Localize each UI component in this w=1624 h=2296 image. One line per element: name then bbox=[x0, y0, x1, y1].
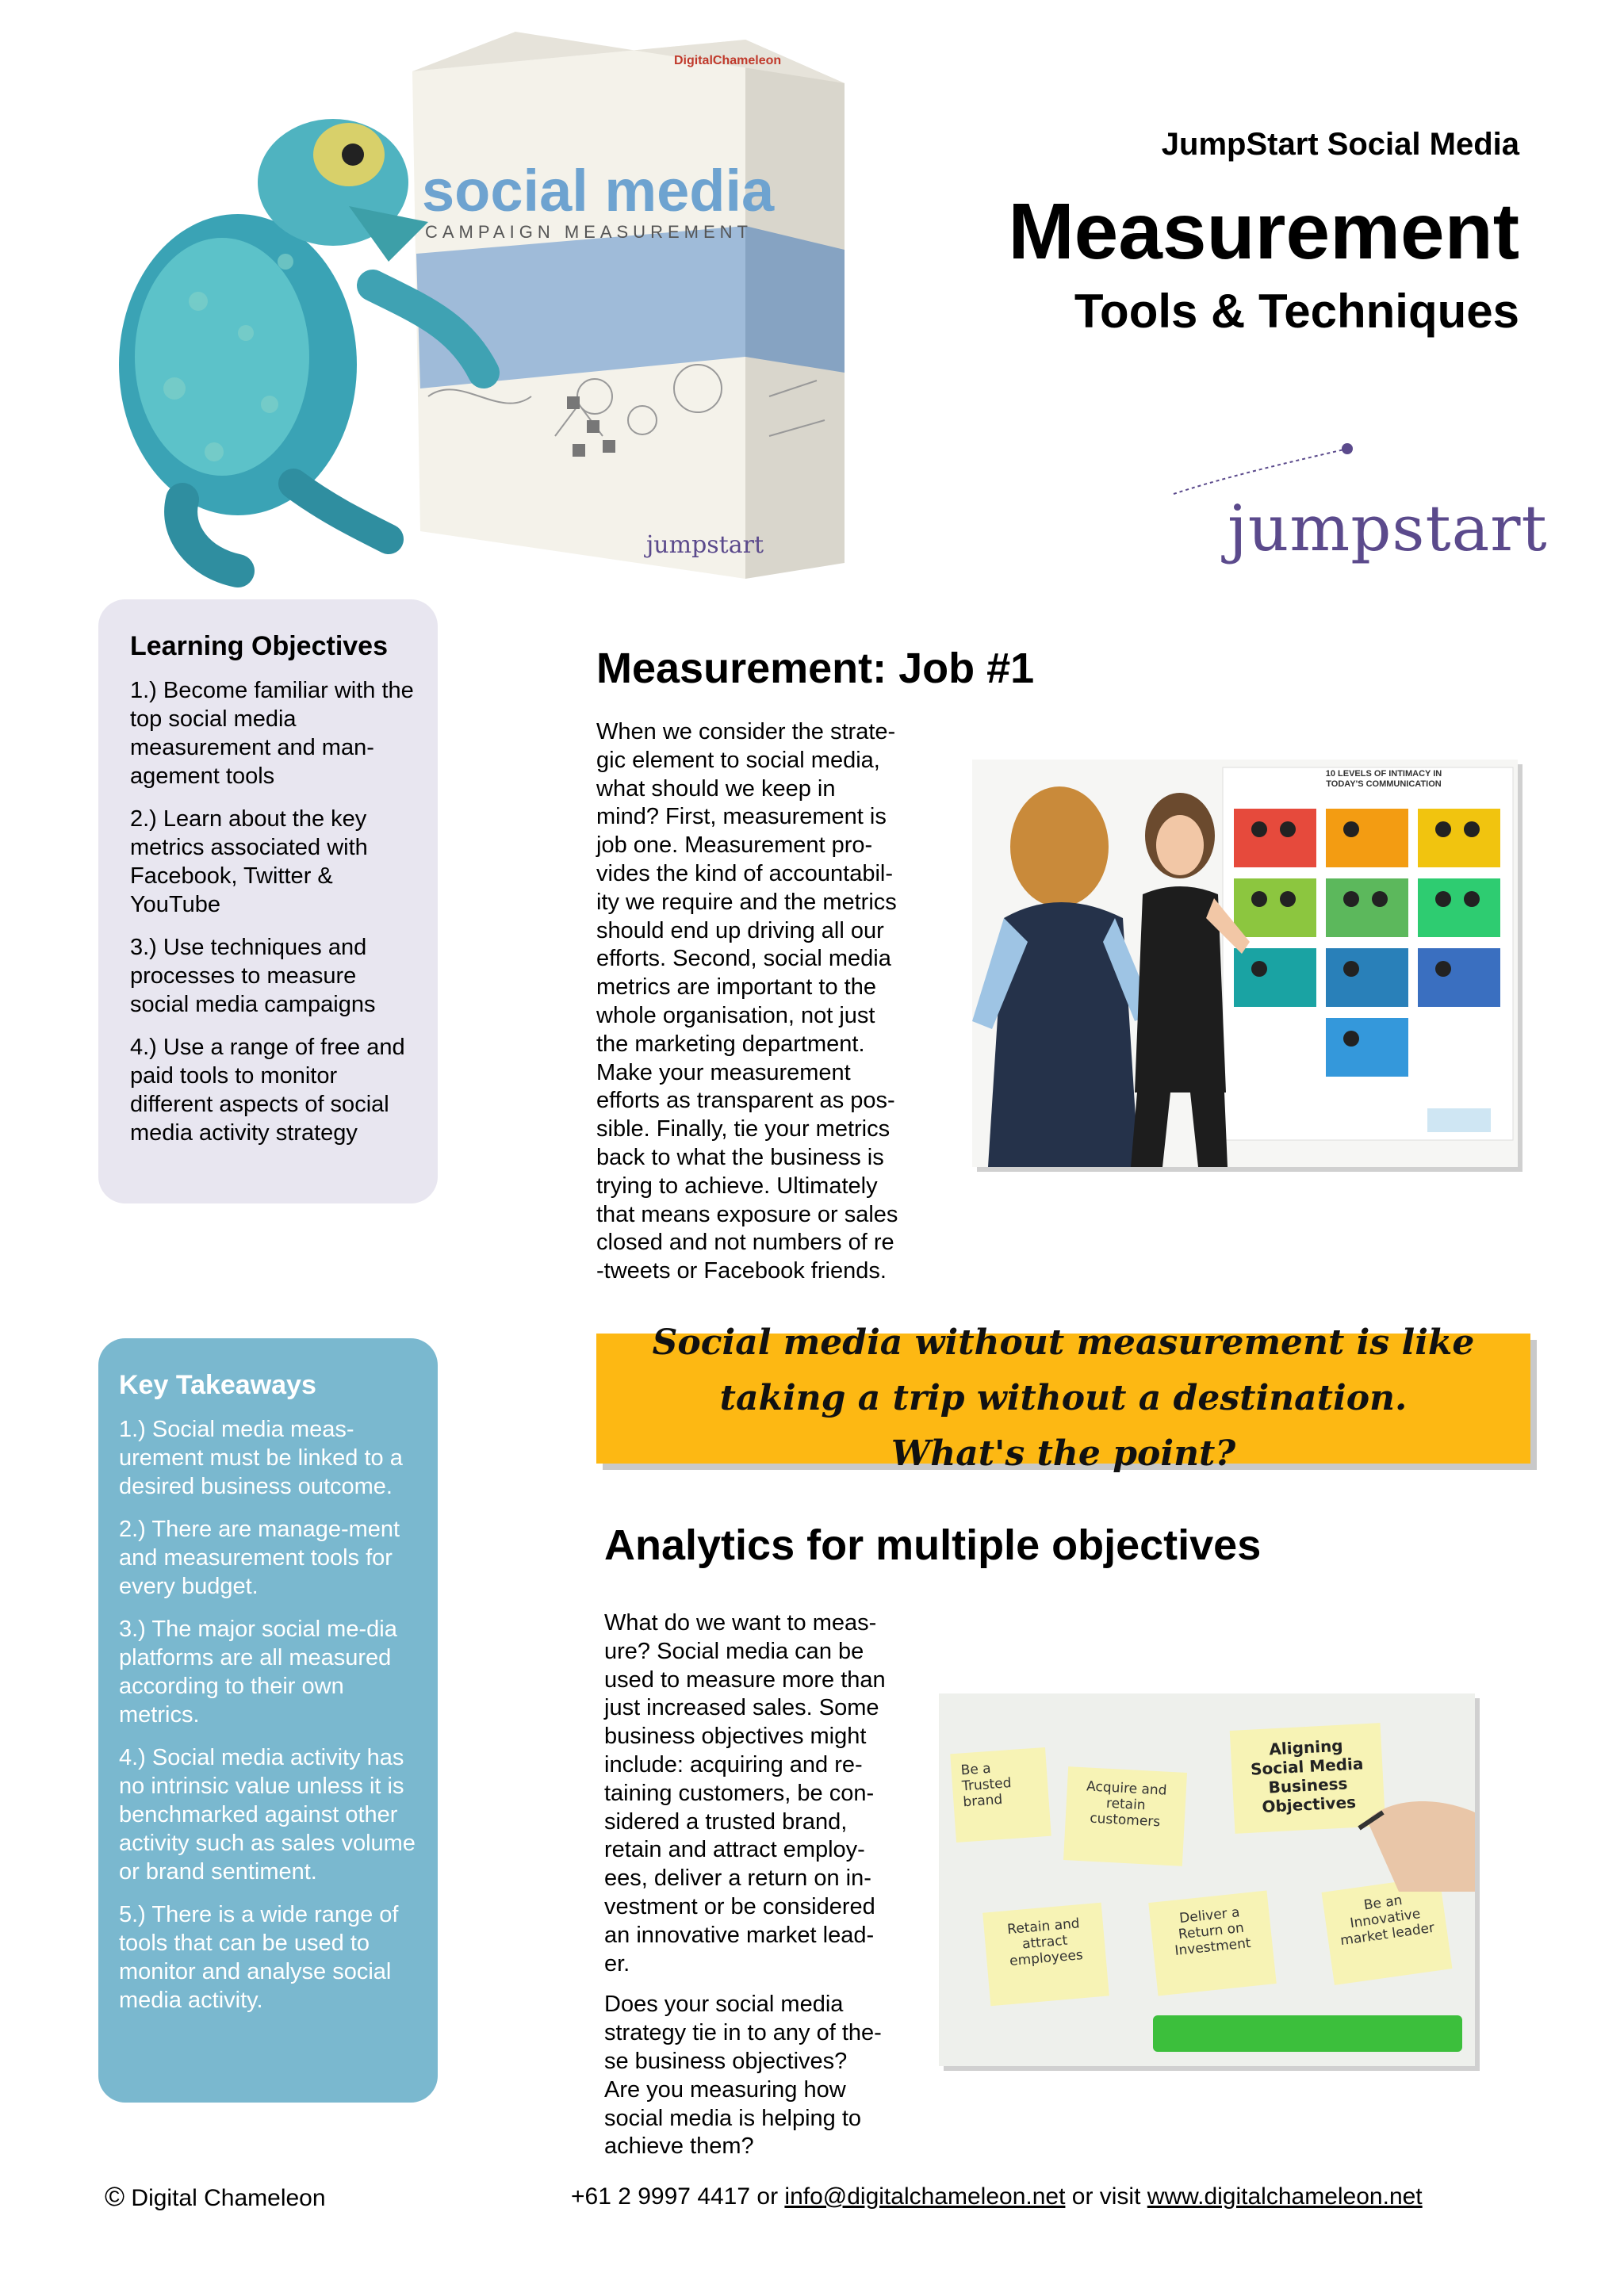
footer-copyright bbox=[105, 2182, 326, 2213]
box-brand: DigitalChameleon bbox=[674, 54, 782, 67]
text-line: social media is helping to bbox=[604, 2105, 862, 2131]
chart-title-line: TODAY'S COMMUNICATION bbox=[1326, 779, 1442, 789]
text-line: used to measure more than bbox=[604, 1667, 886, 1693]
text-line: should end up driving all our bbox=[596, 917, 884, 943]
text-line: Make your measurement bbox=[596, 1059, 851, 1085]
text-line: What do we want to meas- bbox=[604, 1610, 877, 1636]
learning-objectives-box bbox=[98, 599, 438, 1203]
text-line: an innovative market lead- bbox=[604, 1922, 875, 1948]
text-line: efforts. Second, social media bbox=[596, 946, 891, 972]
box-logo: jumpstart bbox=[646, 531, 764, 559]
meeting-photo bbox=[972, 760, 1518, 1167]
text-line: that means exposure or sales bbox=[596, 1201, 898, 1227]
text-line: sible. Finally, tie your metrics bbox=[596, 1116, 891, 1142]
text-line: the marketing department. bbox=[596, 1031, 865, 1057]
footer-contact bbox=[571, 2183, 1423, 2210]
text-line: back to what the business is bbox=[596, 1144, 884, 1170]
footer-company: Digital Chameleon bbox=[131, 2185, 326, 2211]
text-line: Are you measuring how bbox=[604, 2076, 846, 2103]
text-line: mind? First, measurement is bbox=[596, 804, 887, 830]
sticky-note: Be an Innovative market leader bbox=[1322, 1876, 1453, 1985]
text-line: ure? Social media can be bbox=[604, 1638, 864, 1664]
box-title: social media bbox=[422, 158, 775, 224]
sticky-note: Retain and attract employees bbox=[982, 1903, 1109, 2007]
section1-body bbox=[596, 718, 945, 1286]
jumpstart-logo: jumpstart bbox=[1228, 492, 1548, 565]
text-line: efforts as transparent as pos- bbox=[596, 1088, 895, 1114]
sticky-note: Acquire and retain customers bbox=[1063, 1766, 1187, 1866]
footer-phone: +61 2 9997 4417 or bbox=[571, 2183, 785, 2210]
objective-item: 3.) Use techniques and processes to measure social media campaigns bbox=[130, 935, 376, 1017]
text-line: vestment or be considered bbox=[604, 1893, 875, 1919]
text-line: se business objectives? bbox=[604, 2048, 848, 2074]
footer-text: or visit bbox=[1065, 2183, 1147, 2210]
text-line: strategy tie in to any of the- bbox=[604, 2020, 882, 2046]
quote-text: Social media without measurement is like taking a trip without a destination. What's the point? bbox=[652, 1322, 1475, 1474]
section2-body bbox=[604, 1609, 937, 2161]
meeting-photo-art bbox=[972, 760, 1518, 1167]
key-takeaways-box bbox=[98, 1338, 438, 2103]
product-illustration bbox=[87, 24, 864, 595]
page-title: Measurement bbox=[1008, 187, 1519, 276]
text-line: gic element to social media, bbox=[596, 747, 880, 773]
text-line: er. bbox=[604, 1950, 630, 1976]
hand-with-pen bbox=[1351, 1749, 1475, 1892]
chart-title-line: 10 LEVELS OF INTIMACY IN bbox=[1325, 769, 1442, 779]
text-line: -tweets or Facebook friends. bbox=[596, 1258, 887, 1284]
objective-item: 2.) Learn about the key metrics associated with Facebook, Twitter & YouTube bbox=[130, 806, 368, 917]
text-line: job one. Measurement pro- bbox=[596, 832, 873, 859]
footer-website-link[interactable]: www.digitalchameleon.net bbox=[1147, 2183, 1423, 2210]
objective-item: 4.) Use a range of free and paid tools to monitor different aspects of social media activity strategy bbox=[130, 1035, 405, 1146]
takeaway-item: 4.) Social media activity has no intrinsic value unless it is benchmarked against other activity such as sales volume or brand sentiment. bbox=[119, 1745, 416, 1885]
section1-heading: Measurement: Job #1 bbox=[596, 645, 1035, 692]
key-takeaways-title: Key Takeaways bbox=[119, 1370, 316, 1400]
takeaway-item: 2.) There are manage-ment and measurement tools for every budget. bbox=[119, 1517, 400, 1599]
page-subtitle: Tools & Techniques bbox=[1074, 285, 1519, 338]
sticky-note: Aligning Social Media Business Objectives bbox=[1230, 1723, 1386, 1834]
text-line: Does your social media bbox=[604, 1992, 844, 2018]
text-line: sidered a trusted brand, bbox=[604, 1808, 848, 1835]
text-line: achieve them? bbox=[604, 2133, 754, 2160]
text-line: ity we require and the metrics bbox=[596, 889, 897, 915]
learning-objectives-title: Learning Objectives bbox=[130, 631, 388, 661]
sticky-note: Deliver a Return on Investment bbox=[1148, 1890, 1277, 1996]
objective-item: 1.) Become familiar with the top social media measurement and man-agement tools bbox=[130, 678, 414, 789]
text-line: what should we keep in bbox=[596, 775, 836, 802]
text-line: closed and not numbers of re bbox=[596, 1230, 894, 1256]
green-bar bbox=[1153, 2015, 1462, 2052]
text-line: trying to achieve. Ultimately bbox=[596, 1173, 878, 1199]
text-line: metrics are important to the bbox=[596, 974, 876, 1001]
text-line: whole organisation, not just bbox=[596, 1002, 875, 1028]
box-subtitle: CAMPAIGN MEASUREMENT bbox=[425, 222, 753, 242]
takeaway-item: 1.) Social media meas-urement must be linked to a desired business outcome. bbox=[119, 1417, 403, 1499]
sticky-note: Be a Trusted brand bbox=[950, 1747, 1051, 1843]
text-line: include: acquiring and re- bbox=[604, 1751, 863, 1777]
sticky-notes-photo bbox=[939, 1693, 1475, 2066]
takeaway-item: 3.) The major social me-dia platforms are all measured according to their own metrics. bbox=[119, 1617, 397, 1728]
text-line: ees, deliver a return on in- bbox=[604, 1866, 871, 1892]
takeaway-item: 5.) There is a wide range of tools that can be used to monitor and analyse social media activity. bbox=[119, 1902, 399, 2013]
quote-banner bbox=[596, 1322, 1530, 1474]
text-line: business objectives might bbox=[604, 1724, 867, 1750]
chart-title bbox=[1285, 769, 1483, 790]
footer-email-link[interactable]: info@digitalchameleon.net bbox=[784, 2183, 1066, 2210]
text-line: vides the kind of accountabil- bbox=[596, 860, 893, 886]
text-line: retain and attract employ- bbox=[604, 1837, 865, 1863]
text-line: When we consider the strate- bbox=[596, 719, 896, 744]
text-line: just increased sales. Some bbox=[604, 1695, 879, 1721]
header-kicker: JumpStart Social Media bbox=[1161, 127, 1519, 162]
section2-heading: Analytics for multiple objectives bbox=[604, 1521, 1262, 1569]
copyright-symbol: © bbox=[105, 2182, 125, 2212]
text-line: taining customers, be con- bbox=[604, 1780, 875, 1806]
